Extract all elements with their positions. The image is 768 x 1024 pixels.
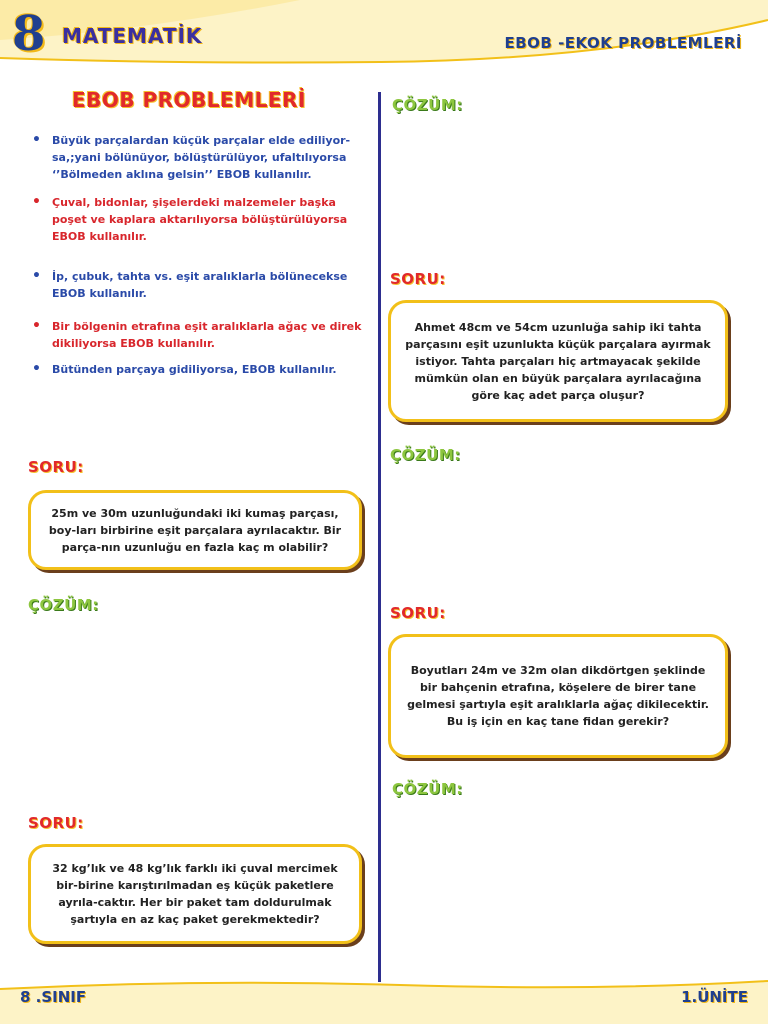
ebob-problems-title: EBOB PROBLEMLERİ	[72, 88, 306, 112]
question-label: SORU:	[390, 604, 446, 622]
question-label: SORU:	[28, 814, 84, 832]
rule-item: • Çuval, bidonlar, şişelerdeki malzemeler başka poşet ve kaplara aktarılıyorsa bölüştürülüyorsa EBOB kullanılır.	[30, 194, 370, 245]
grade-number: 8	[12, 6, 46, 62]
column-divider	[378, 92, 381, 982]
question-label: SORU:	[28, 458, 84, 476]
subject-title: MATEMATİK	[62, 24, 203, 48]
rule-item: • İp, çubuk, tahta vs. eşit aralıklarla bölünecekse EBOB kullanılır.	[30, 268, 370, 302]
solution-label: ÇÖZÜM:	[392, 780, 463, 798]
footer-banner	[0, 975, 768, 1024]
solution-label: ÇÖZÜM:	[28, 596, 99, 614]
rule-item: • Bütünden parçaya gidiliyorsa, EBOB kullanılır.	[30, 361, 370, 378]
question-box: Boyutları 24m ve 32m olan dikdörtgen şeklinde bir bahçenin etrafına, köşelere de birer tane gelmesi şartıyla eşit aralıklarla ağaç dikilecektir. Bu iş için en kaç tane fidan gerekir?	[388, 634, 728, 758]
rule-item: • Büyük parçalardan küçük parçalar elde ediliyor-sa,;yani bölünüyor, bölüştürülüyor, ufaltılıyorsa ‘’Bölmeden aklına gelsin’’ EBOB kullanılır.	[30, 132, 370, 183]
unit-footer: 1.ÜNİTE	[681, 988, 748, 1006]
question-label: SORU:	[390, 270, 446, 288]
question-box: 32 kg’lık ve 48 kg’lık farklı iki çuval mercimek bir-birine karıştırılmadan eş küçük paketlere ayrıla-caktır. Her bir paket tam doldurulmak şartıyla en az kaç paket gerekmektedir?	[28, 844, 362, 944]
solution-label: ÇÖZÜM:	[392, 96, 463, 114]
topic-title: EBOB -EKOK PROBLEMLERİ	[504, 34, 742, 52]
solution-label: ÇÖZÜM:	[390, 446, 461, 464]
question-box: 25m ve 30m uzunluğundaki iki kumaş parçası, boy-ları birbirine eşit parçalara ayrılacaktır. Bir parça-nın uzunluğu en fazla kaç m olabilir?	[28, 490, 362, 570]
rule-item: • Bir bölgenin etrafına eşit aralıklarla ağaç ve direk dikiliyorsa EBOB kullanılır.	[30, 318, 370, 352]
grade-footer: 8 .SINIF	[20, 988, 87, 1006]
question-box: Ahmet 48cm ve 54cm uzunluğa sahip iki tahta parçasını eşit uzunlukta küçük parçalara ayırmak istiyor. Tahta parçaları hiç artmayacak şekilde mümkün olan en büyük parçalara ayrılacağına göre kaç adet parça oluşur?	[388, 300, 728, 422]
